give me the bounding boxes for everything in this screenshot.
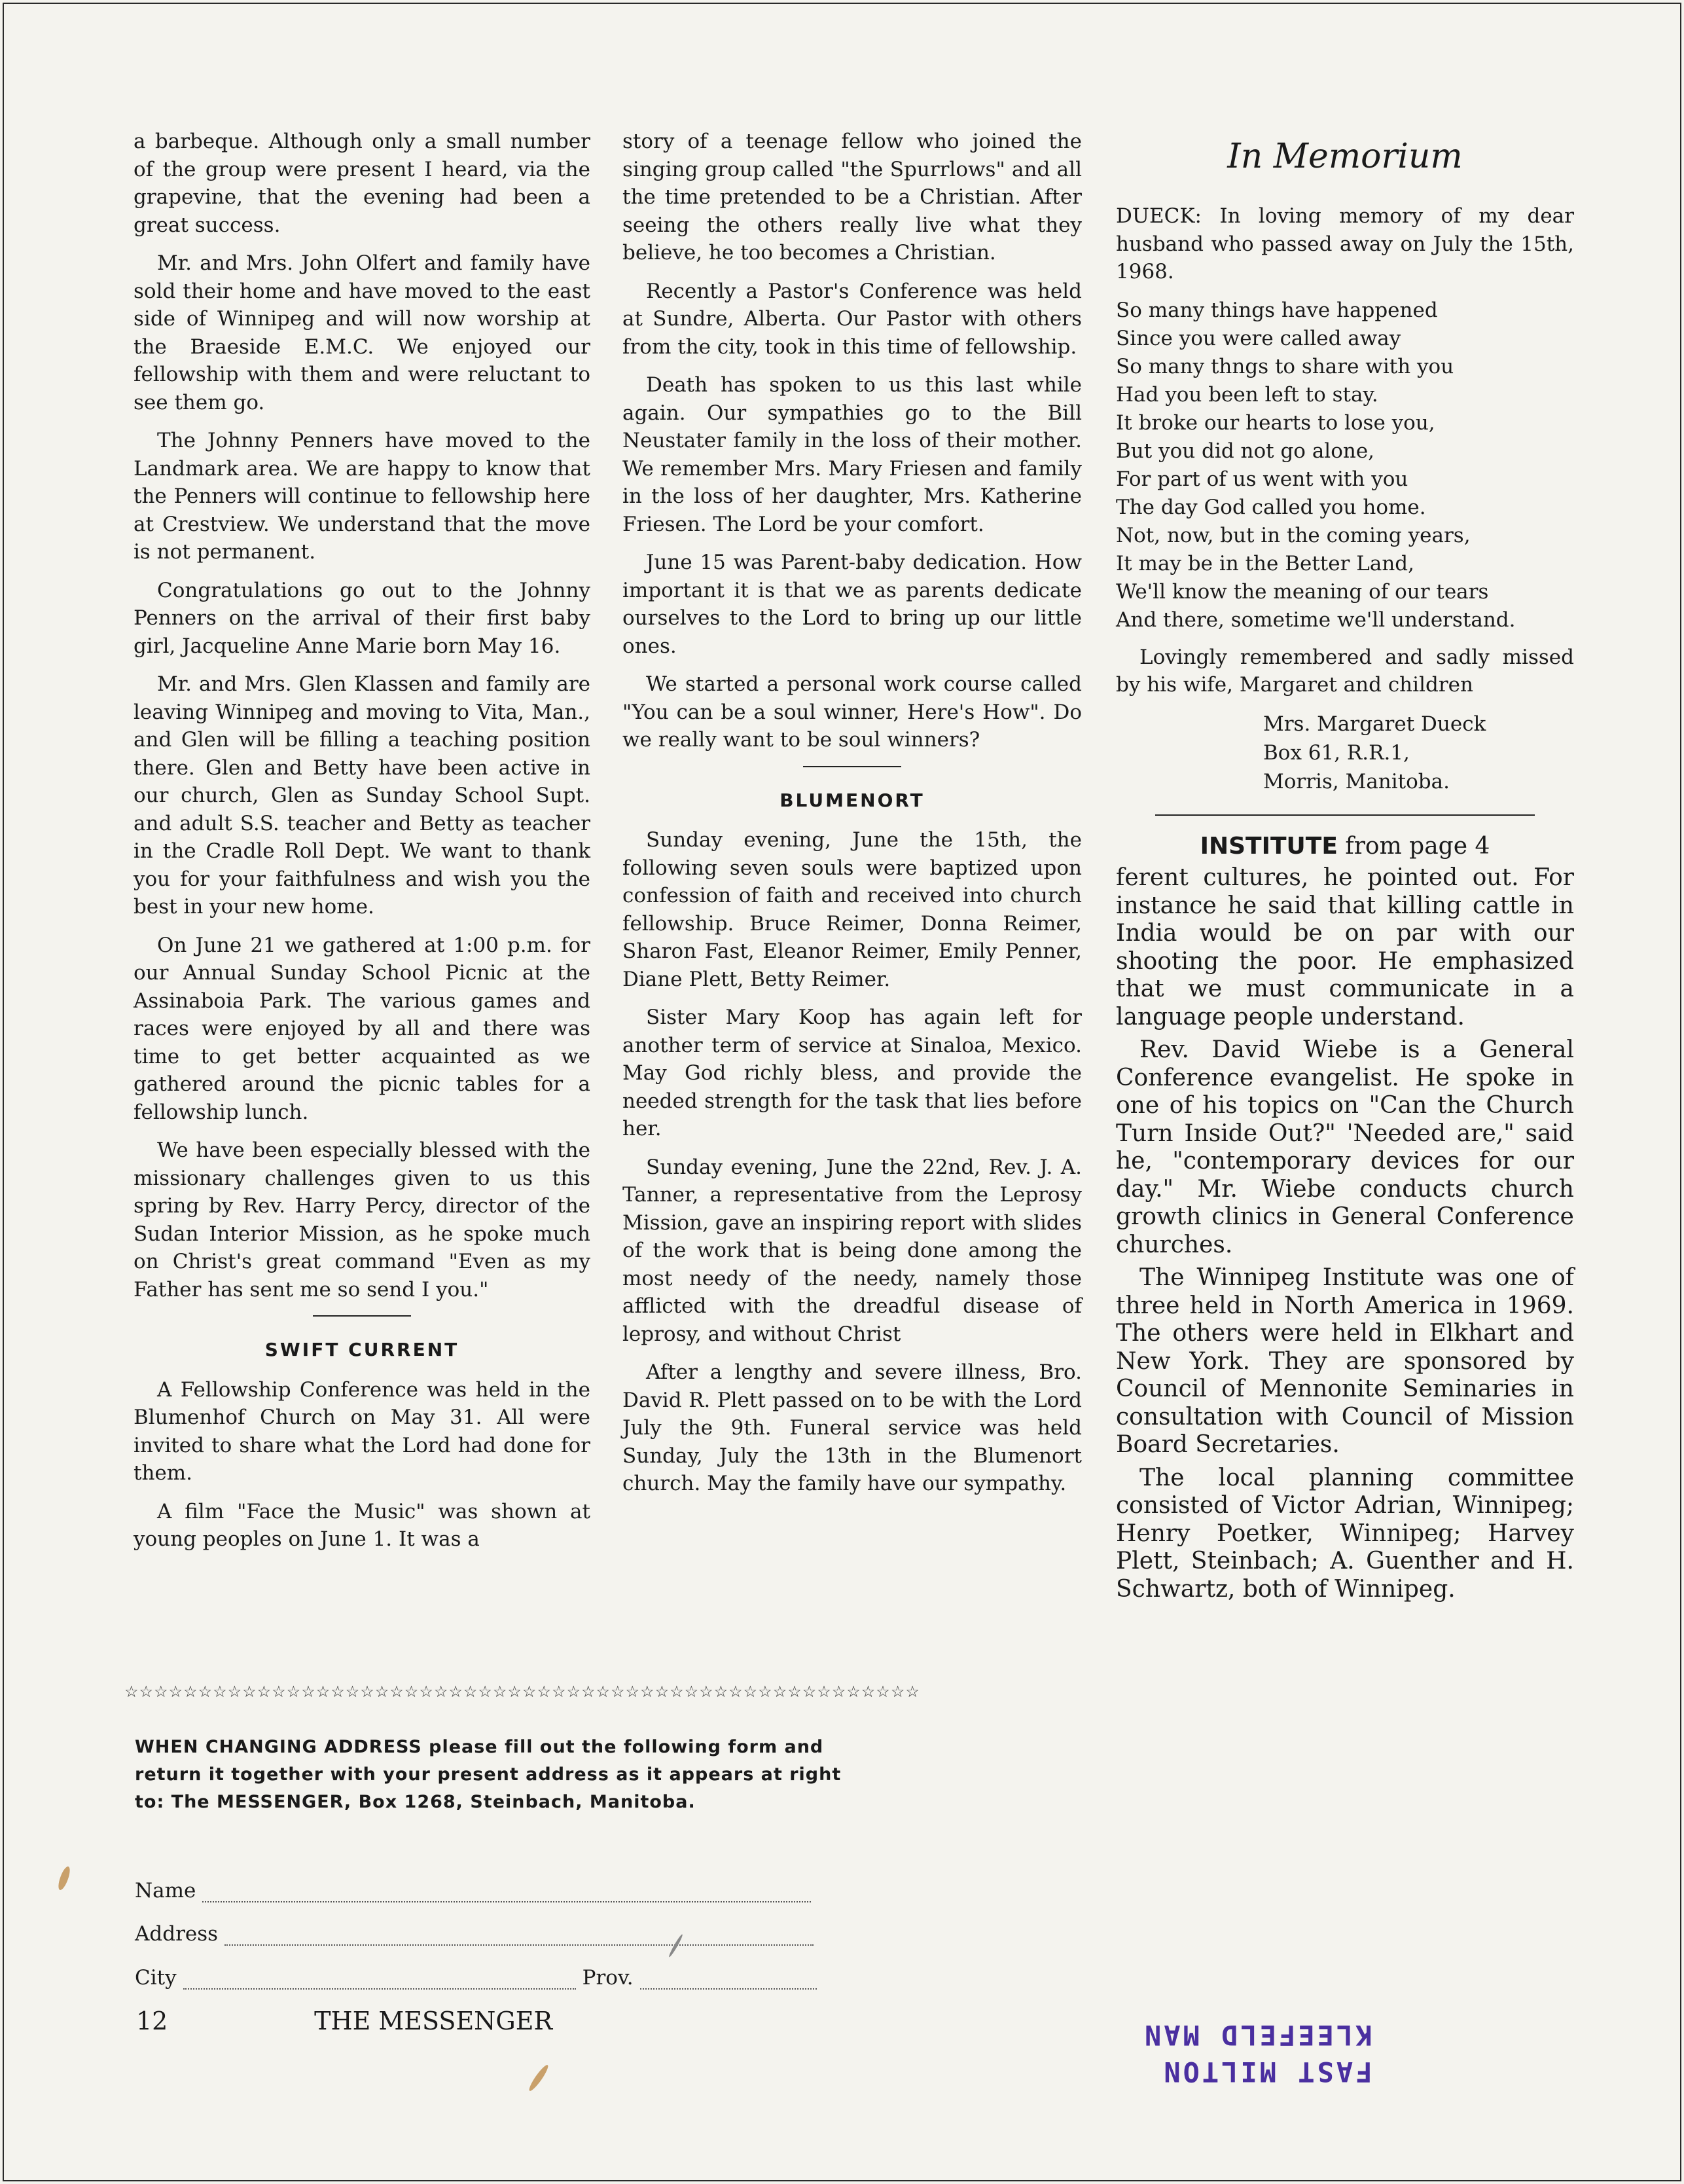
column-3	[1116, 128, 1574, 1609]
poem-line: It may be in the Better Land,	[1116, 551, 1414, 575]
poem-line: Not, now, but in the coming years,	[1116, 523, 1471, 547]
section-divider	[1155, 814, 1535, 816]
name-line[interactable]	[202, 1883, 811, 1902]
address-line[interactable]	[224, 1926, 814, 1946]
paragraph: The Johnny Penners have moved to the Landmark area. We are happy to know that the Penners will continue to fellowship here at Crestview. We understand that the move is not permanent.	[134, 429, 590, 564]
paragraph: Congratulations go out to the Johnny Penners on the arrival of their first baby girl, Jacqueline Anne Marie born May 16.	[134, 578, 590, 658]
memoriam-address	[1263, 710, 1574, 796]
address-line: Mrs. Margaret Dueck	[1263, 712, 1486, 736]
city-field[interactable]	[135, 1966, 817, 1990]
ink-stamp	[1142, 2016, 1372, 2090]
paragraph: The local planning committee consisted of Victor Adrian, Winnipeg; Henry Poetker, Winnipeg; Harvey Plett, Steinbach; A. Guenther and H. Schwartz, both of Winnipeg.	[1116, 1464, 1574, 1603]
prov-label: Prov.	[582, 1966, 634, 1990]
poem-line: It broke our hearts to lose you,	[1116, 410, 1435, 435]
column-1	[134, 128, 590, 1564]
page-footer	[136, 2007, 552, 2035]
section-divider	[803, 766, 901, 767]
poem-line: Had you been left to stay.	[1116, 382, 1378, 407]
section-divider	[313, 1315, 411, 1317]
poem-line: For part of us went with you	[1116, 467, 1408, 491]
institute-heading-bold: INSTITUTE	[1200, 832, 1338, 860]
poem-line: We'll know the meaning of our tears	[1116, 579, 1489, 604]
page-number: 12	[136, 2007, 168, 2035]
paragraph: a barbeque. Although only a small number of the group were present I heard, via the grapevine, that the evening had been a great success.	[134, 130, 590, 237]
memoriam-poem	[1116, 297, 1574, 634]
paragraph: A Fellowship Conference was held in the Blumenhof Church on May 31. All were invited to share what the Lord had done for them.	[134, 1377, 590, 1485]
institute-heading	[1116, 833, 1574, 861]
address-field[interactable]	[135, 1922, 814, 1946]
paragraph: Rev. David Wiebe is a General Conference evangelist. He spoke in one of his topics on "Can the Church Turn Inside Out?" 'Needed are," said he, "contemporary devices for our day." Mr. Wiebe conducts church growth clinics in General Conference churches.	[1116, 1036, 1574, 1258]
blumenort-heading: BLUMENORT	[779, 789, 925, 811]
address-line: Morris, Manitoba.	[1263, 769, 1450, 793]
institute-article	[1116, 864, 1574, 1603]
column-2	[622, 128, 1082, 1508]
paragraph: Death has spoken to us this last while again. Our sympathies go to the Bill Neustater family in the loss of their mother. We remember Mrs. Mary Friesen and family in the loss of her daughter, Mrs. Katherine Friesen. The Lord be your comfort.	[622, 373, 1082, 536]
prov-line[interactable]	[640, 1970, 817, 1990]
paragraph: story of a teenage fellow who joined the singing group called "the Spurrlows" and all the time pretended to be a Christian. After seeing the others really live what they believe, he too becomes a Christian.	[622, 130, 1082, 264]
name-field[interactable]	[135, 1879, 811, 1902]
institute-heading-rest: from page 4	[1345, 832, 1490, 860]
publication-name: THE MESSENGER	[314, 2007, 553, 2035]
paragraph: ferent cultures, he pointed out. For instance he said that killing cattle in India would be on par with our shooting the poor. He emphasized that we must communicate in a language people understand.	[1116, 864, 1574, 1030]
memoriam-intro: DUECK: In loving memory of my dear husband who passed away on July the 15th, 1968.	[1116, 204, 1574, 283]
paragraph: Recently a Pastor's Conference was held at Sundre, Alberta. Our Pastor with others from the city, took in this time of fellowship.	[622, 279, 1082, 359]
poem-line: So many things have happened	[1116, 298, 1438, 322]
poem-line: The day God called you home.	[1116, 495, 1426, 519]
paragraph: After a lengthy and severe illness, Bro. David R. Plett passed on to be with the Lord July the 9th. Funeral service was held Sunday, July the 13th in the Blumenort church. May the family have our sympathy.	[622, 1360, 1082, 1495]
paragraph: On June 21 we gathered at 1:00 p.m. for our Annual Sunday School Picnic at the Assinaboia Park. The various games and races were enjoyed by all and there was time to get better acquainted as we gathered around the picnic tables for a fellowship lunch.	[134, 933, 590, 1124]
memoriam-title: In Memorium	[1227, 137, 1463, 176]
stamp-line-1: FAST MILTON	[1161, 2056, 1372, 2088]
city-label: City	[135, 1966, 177, 1990]
poem-line: And there, sometime we'll understand.	[1116, 608, 1516, 632]
swift-current-heading: SWIFT CURRENT	[264, 1339, 459, 1360]
change-address-notice: WHEN CHANGING ADDRESS please fill out the following form and return it together with your present address as it appears at right to: The MESSENGER, Box 1268, Steinbach, Manitoba.	[135, 1737, 842, 1812]
paragraph: Mr. and Mrs. John Olfert and family have sold their home and have moved to the east side of Winnipeg and will now worship at the Braeside E.M.C. We enjoyed our fellowship with them and were reluctant to see them go.	[134, 251, 590, 414]
address-label: Address	[135, 1922, 219, 1946]
paragraph: We have been especially blessed with the missionary challenges given to us this spring by Rev. Harry Percy, director of the Sudan Interior Mission, as he spoke much on Christ's great command "Even as my Father has sent me so send I you."	[134, 1138, 590, 1301]
paragraph: June 15 was Parent-baby dedication. How important it is that we as parents dedicate ourselves to the Lord to bring up our little ones.	[622, 551, 1082, 658]
star-divider: ☆☆☆☆☆☆☆☆☆☆☆☆☆☆☆☆☆☆☆☆☆☆☆☆☆☆☆☆☆☆☆☆☆☆☆☆☆☆☆☆☆☆☆☆☆☆☆☆☆☆☆☆☆☆	[124, 1683, 920, 1701]
address-line: Box 61, R.R.1,	[1263, 740, 1410, 765]
paragraph: Sister Mary Koop has again left for another term of service at Sinaloa, Mexico. May God richly bless, and provide the needed strength for the task that lies before her.	[622, 1006, 1082, 1140]
memoriam-closing: Lovingly remembered and sadly missed by his wife, Margaret and children	[1116, 645, 1574, 697]
paragraph: Mr. and Mrs. Glen Klassen and family are leaving Winnipeg and moving to Vita, Man., and Glen will be filling a teaching position there. Glen and Betty have been active in our church, Glen as Sunday School Supt. and adult S.S. teacher and Betty as teacher in the Cradle Roll Dept. We want to thank you for your faithfulness and wish you the best in your new home.	[134, 672, 590, 919]
paragraph: A film "Face the Music" was shown at young peoples on June 1. It was a	[134, 1499, 590, 1551]
poem-line: Since you were called away	[1116, 326, 1401, 350]
paragraph: The Winnipeg Institute was one of three held in North America in 1969. The others were held in Elkhart and New York. They are sponsored by Council of Mennonite Seminaries in consultation with Council of Mission Board Secretaries.	[1116, 1264, 1574, 1458]
paragraph: Sunday evening, June the 15th, the following seven souls were baptized upon confession of faith and received into church fellowship. Bruce Reimer, Donna Reimer, Sharon Fast, Eleanor Reimer, Emily Penner, Diane Plett, Betty Reimer.	[622, 828, 1082, 991]
paragraph: Sunday evening, June the 22nd, Rev. J. A. Tanner, a representative from the Leprosy Mission, gave an inspiring report with slides of the work that is being done among the most needy of the needy, namely those afflicted with the dreadful disease of leprosy, and without Christ	[622, 1155, 1082, 1346]
city-line[interactable]	[183, 1970, 576, 1990]
stamp-line-2: KLEEFELD MAN	[1142, 2019, 1372, 2051]
paragraph: We started a personal work course called "You can be a soul winner, Here's How". Do we really want to be soul winners?	[622, 672, 1082, 752]
poem-line: But you did not go alone,	[1116, 439, 1375, 463]
name-label: Name	[135, 1879, 196, 1902]
poem-line: So many thngs to share with you	[1116, 354, 1454, 378]
